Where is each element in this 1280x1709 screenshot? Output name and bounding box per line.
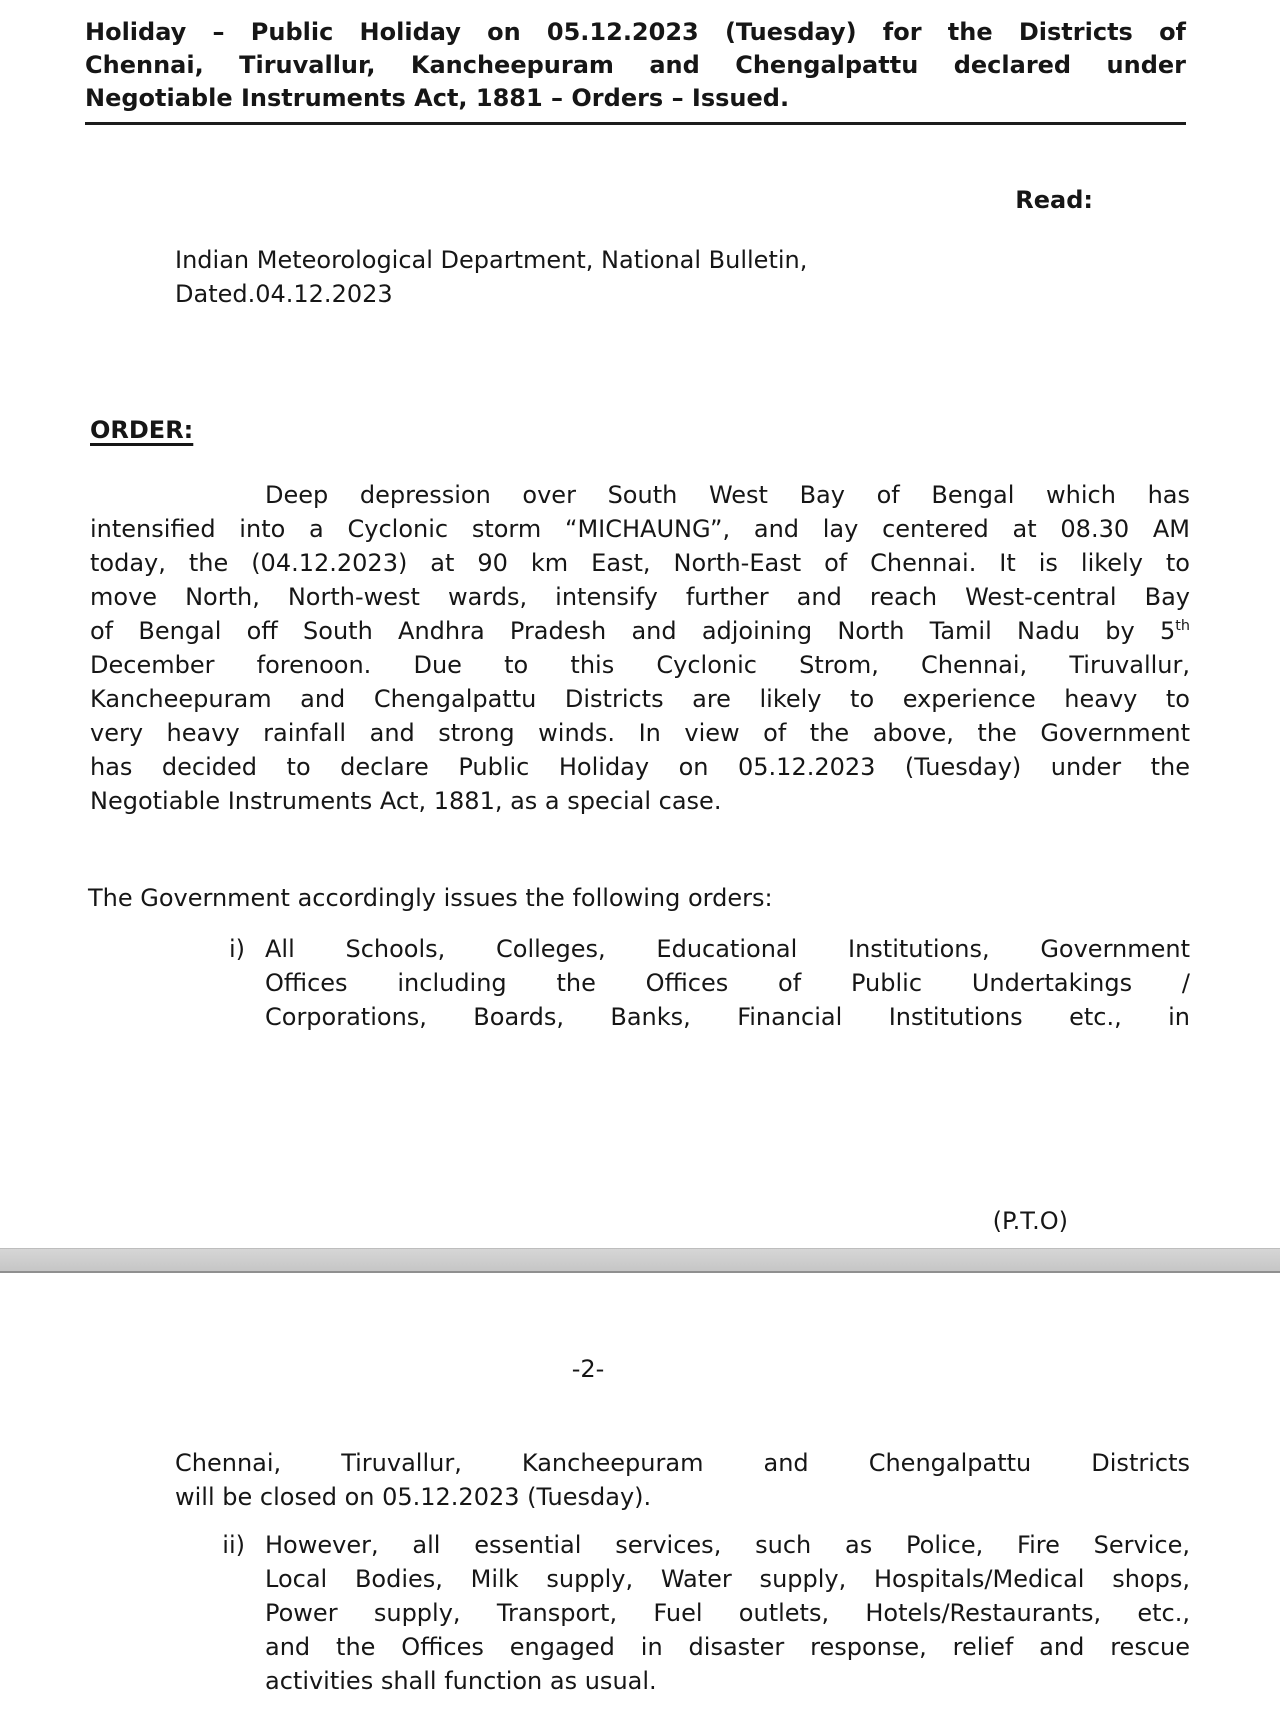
text-line: December forenoon. Due to this Cyclonic Strom, Chennai, Tiruvallur, [90,651,1190,679]
text-line: However, all essential services, such as Police, Fire Service, [265,1531,1190,1559]
order-heading-label: ORDER: [90,416,194,444]
read-label: Read: [1015,186,1093,214]
text-line: Deep depression over South West Bay of Bengal which has [265,481,1190,509]
list-item-ii-text [265,1528,1190,1698]
text-line: and the Offices engaged in disaster response, relief and rescue [265,1633,1190,1661]
list-item-ii [90,1528,1190,1698]
text-line: move North, North-west wards, intensify further and reach West-central Bay [90,583,1190,611]
page-number [38,1352,1138,1386]
reference-block [175,243,1190,311]
text-line: All Schools, Colleges, Educational Institutions, Government [265,935,1190,963]
text-line: very heavy rainfall and strong winds. In view of the above, the Government [90,719,1190,747]
order-paragraph [90,478,1190,818]
subject-heading [85,0,1186,125]
list-item-i [90,932,1190,1034]
text-line: Holiday – Public Holiday on 05.12.2023 (Tuesday) for the Districts of [85,18,1186,46]
text-line: Negotiable Instruments Act, 1881 – Orders – Issued. [85,84,790,112]
text-line: Dated.04.12.2023 [175,280,393,308]
text-line: intensified into a Cyclonic storm “MICHAUNG”, and lay centered at 08.30 AM [90,515,1190,543]
page-separator-bar [0,1248,1280,1273]
text-line: Offices including the Offices of Public Undertakings / [265,969,1190,997]
list-marker-i: i) [228,935,245,963]
text-line: Corporations, Boards, Banks, Financial Institutions etc., in [265,1003,1190,1031]
text-line: has decided to declare Public Holiday on 05.12.2023 (Tuesday) under the [90,753,1190,781]
list-item-i-continuation [175,1446,1190,1514]
list-marker-ii: ii) [222,1531,245,1559]
text-line: Kancheepuram and Chengalpattu Districts are likely to experience heavy to [90,685,1190,713]
pto-row [90,1204,1190,1238]
orders-intro [88,881,1190,915]
text-line: of Bengal off South Andhra Pradesh and adjoining North Tamil Nadu by 5th [90,617,1190,645]
list-item-i-text [265,932,1190,1034]
page-number-label: -2- [571,1355,605,1383]
text-line: Power supply, Transport, Fuel outlets, Hotels/Restaurants, etc., [265,1599,1190,1627]
pto-label: (P.T.O) [992,1207,1068,1235]
text-line: Chennai, Tiruvallur, Kancheepuram and Chengalpattu Districts [175,1449,1190,1477]
text-line: will be closed on 05.12.2023 (Tuesday). [175,1483,652,1511]
text-line: Chennai, Tiruvallur, Kancheepuram and Chengalpattu declared under [85,51,1186,79]
text-line: Local Bodies, Milk supply, Water supply, Hospitals/Medical shops, [265,1565,1190,1593]
read-row [90,183,1190,217]
text-line: Negotiable Instruments Act, 1881, as a special case. [90,787,722,815]
text-line: Indian Meteorological Department, National Bulletin, [175,246,808,274]
text-line: today, the (04.12.2023) at 90 km East, North-East of Chennai. It is likely to [90,549,1190,577]
orders-intro-text: The Government accordingly issues the following orders: [88,884,773,912]
text-line: activities shall function as usual. [265,1667,657,1695]
order-heading [90,413,1190,447]
